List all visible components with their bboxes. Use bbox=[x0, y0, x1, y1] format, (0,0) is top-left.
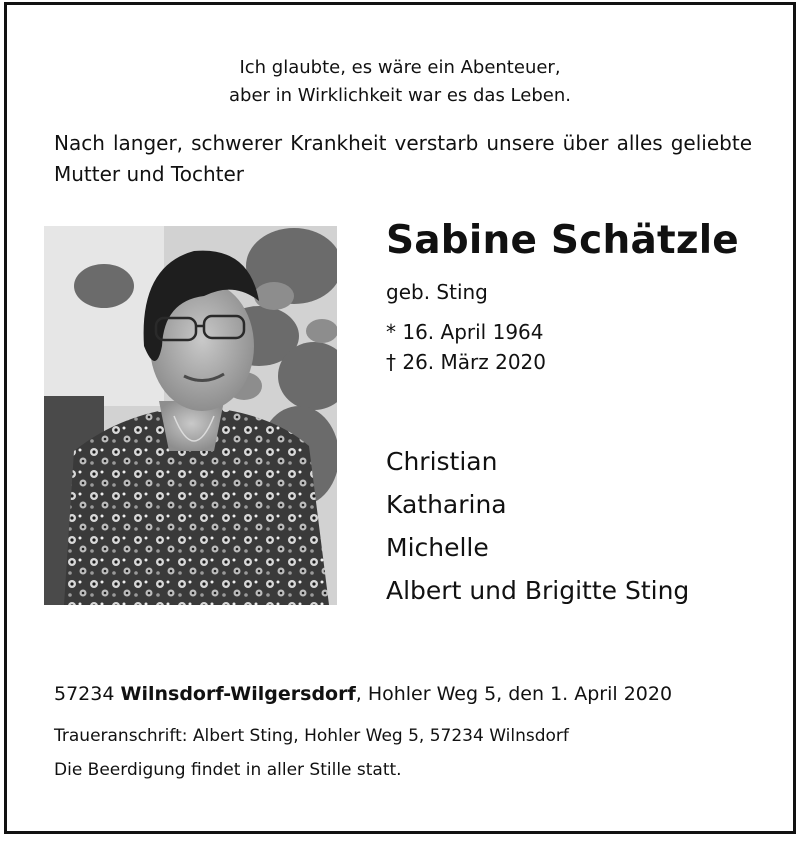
street-and-date: , Hohler Weg 5, den 1. April 2020 bbox=[355, 683, 673, 705]
birth-name: geb. Sting bbox=[386, 280, 488, 304]
portrait-photo-icon bbox=[44, 226, 337, 605]
portrait-photo bbox=[44, 226, 337, 605]
place-and-date bbox=[54, 683, 672, 705]
mourners-list bbox=[386, 440, 689, 612]
motto-line-2: aber in Wirklichkeit war es das Leben. bbox=[229, 85, 571, 106]
mourner-name: Christian bbox=[386, 447, 498, 476]
town: Wilnsdorf-Wilgersdorf bbox=[120, 683, 356, 705]
postal-code: 57234 bbox=[54, 683, 115, 705]
intro-text: Nach langer, schwerer Krankheit verstarb unsere über alles geliebte Mutter und Tochter bbox=[54, 131, 752, 186]
deceased-name: Sabine Schätzle bbox=[386, 218, 739, 263]
motto bbox=[0, 54, 800, 110]
mourner-name: Albert und Brigitte Sting bbox=[386, 576, 690, 605]
motto-line-1: Ich glaubte, es wäre ein Abenteuer, bbox=[239, 57, 561, 78]
mourning-address: Traueranschrift: Albert Sting, Hohler Weg 5, 57234 Wilnsdorf bbox=[54, 726, 569, 746]
mourner-name: Michelle bbox=[386, 533, 489, 562]
death-date: † 26. März 2020 bbox=[386, 350, 547, 374]
burial-note: Die Beerdigung findet in aller Stille statt. bbox=[54, 760, 402, 780]
birth-date: * 16. April 1964 bbox=[386, 320, 544, 344]
mourner-name: Katharina bbox=[386, 490, 507, 519]
